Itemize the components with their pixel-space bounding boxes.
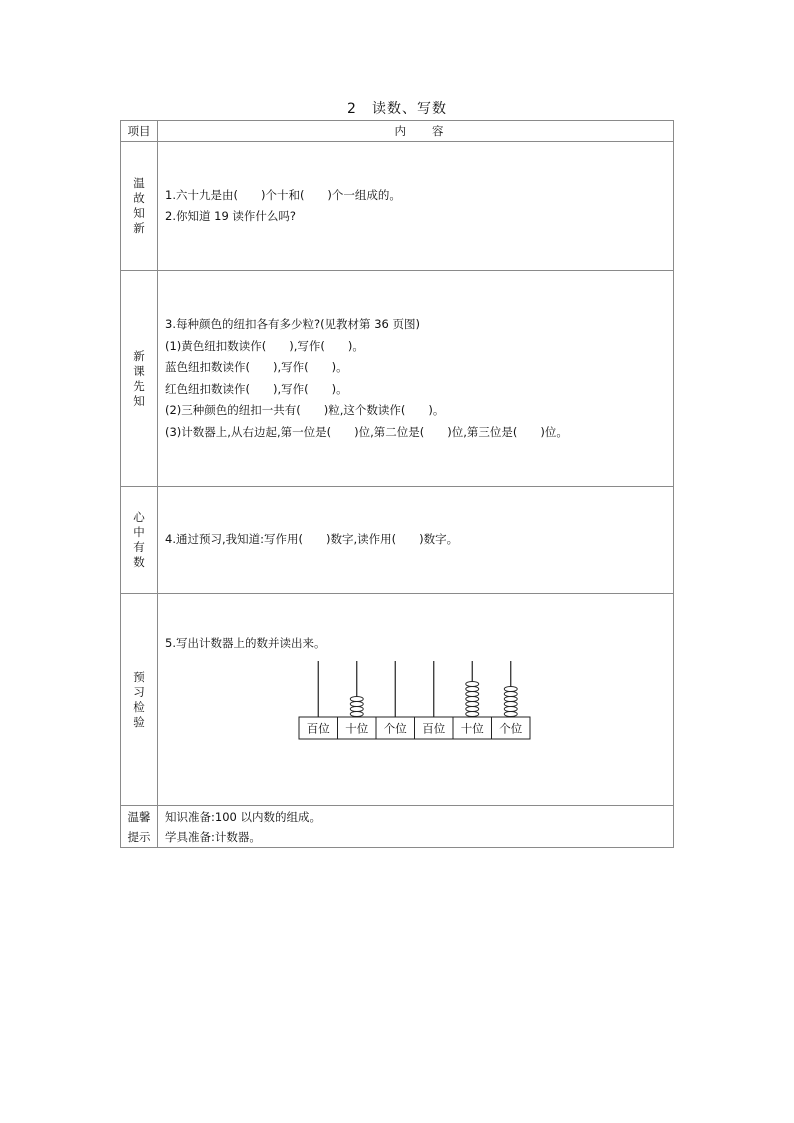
tips-content bbox=[158, 806, 674, 848]
abacus-bead bbox=[350, 706, 363, 711]
review-question-2: 2.你知道 19 读作什么吗? bbox=[165, 209, 297, 223]
check-content bbox=[158, 594, 674, 806]
abacus-place-label: 个位 bbox=[499, 721, 523, 735]
abacus-bead bbox=[350, 701, 363, 706]
abacus-bead bbox=[350, 711, 363, 716]
abacus-bead bbox=[504, 686, 517, 691]
abacus-bead bbox=[504, 711, 517, 716]
newlesson-line-2: (1)黄色纽扣数读作( ),写作( )。 bbox=[165, 338, 364, 353]
abacus-bead bbox=[350, 696, 363, 701]
abacus-place-label: 十位 bbox=[460, 721, 484, 735]
mind-row bbox=[121, 487, 674, 594]
mind-line-1: 4.通过预习,我知道:写作用( )数字,读作用( )数字。 bbox=[165, 532, 459, 547]
header-row bbox=[121, 121, 674, 142]
abacus-bead bbox=[466, 686, 479, 691]
tips-label: 温馨 提示 bbox=[121, 806, 158, 848]
abacus-bead bbox=[504, 701, 517, 706]
review-content bbox=[158, 142, 674, 271]
abacus-bead bbox=[466, 706, 479, 711]
abacus-place-label: 十位 bbox=[345, 721, 369, 735]
mind-label: 心 中 有 数 bbox=[121, 487, 158, 594]
newlesson-line-3: 蓝色纽扣数读作( ),写作( )。 bbox=[165, 360, 348, 374]
header-content-a: 内 bbox=[394, 124, 406, 138]
newlesson-line-5: (2)三种颜色的纽扣一共有( )粒,这个数读作( )。 bbox=[165, 403, 445, 417]
newlesson-line-4: 红色纽扣数读作( ),写作( )。 bbox=[165, 381, 348, 396]
abacus-group bbox=[298, 659, 673, 744]
abacus-place-label: 个位 bbox=[383, 721, 407, 735]
abacus-place-label: 百位 bbox=[422, 721, 446, 735]
newlesson-line-1: 3.每种颜色的纽扣各有多少粒?(见教材第 36 页图) bbox=[165, 317, 420, 331]
newlesson-line-6: (3)计数器上,从右边起,第一位是( )位,第二位是( )位,第三位是( )位。 bbox=[165, 424, 568, 439]
abacus-bead bbox=[504, 696, 517, 701]
abacus-bead bbox=[466, 681, 479, 686]
tips-line-1: 知识准备:100 以内数的组成。 bbox=[165, 809, 321, 824]
check-line-1: 5.写出计数器上的数并读出来。 bbox=[165, 636, 326, 650]
header-content-b: 容 bbox=[432, 124, 444, 138]
page-title: 2 读数、写数 bbox=[347, 101, 447, 117]
tips-line-2: 学具准备:计数器。 bbox=[165, 829, 261, 844]
newlesson-label: 新 课 先 知 bbox=[121, 271, 158, 487]
header-item-cell: 项目 bbox=[121, 121, 158, 142]
mind-content bbox=[158, 487, 674, 594]
abacus-place-label: 百位 bbox=[306, 721, 330, 735]
review-row bbox=[121, 142, 674, 271]
header-content-cell bbox=[158, 121, 674, 142]
abacus-bead bbox=[504, 691, 517, 696]
abacus-bead bbox=[466, 696, 479, 701]
check-row bbox=[121, 594, 674, 806]
newlesson-content bbox=[158, 271, 674, 487]
abacus-bead bbox=[504, 706, 517, 711]
review-question-1: 1.六十九是由( )个十和( )个一组成的。 bbox=[165, 187, 401, 202]
abacus-bead bbox=[466, 691, 479, 696]
abacus-bead bbox=[466, 711, 479, 716]
review-label: 温 故 知 新 bbox=[121, 142, 158, 271]
preview-sheet-table bbox=[120, 120, 674, 848]
newlesson-row bbox=[121, 271, 674, 487]
tips-row bbox=[121, 806, 674, 848]
check-label: 预 习 检 验 bbox=[121, 594, 158, 806]
abacus-bead bbox=[466, 701, 479, 706]
abacus-figure bbox=[298, 659, 532, 741]
